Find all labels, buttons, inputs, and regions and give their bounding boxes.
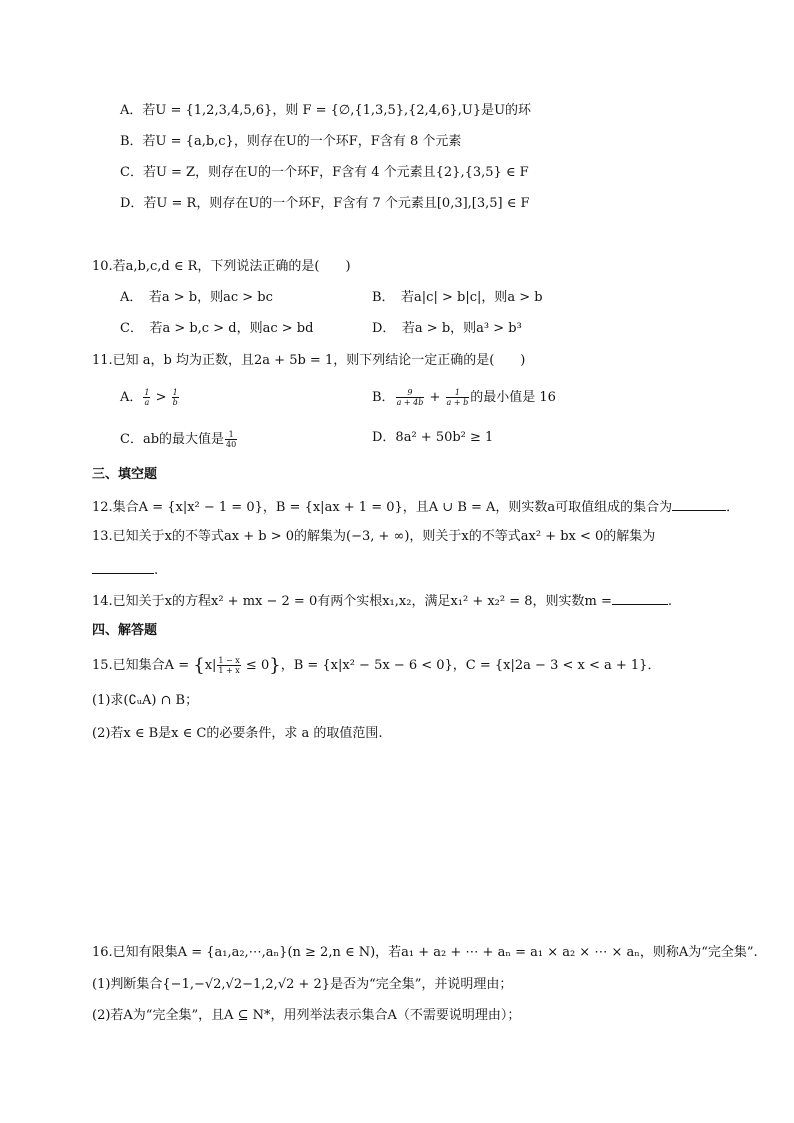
q11-option-c: C．ab的最大值是 $\frac{1}{40}$ [120, 430, 237, 449]
q9-option-b: B．若U = {a,b,c}，则存在U的一个环F，F含有 8 个元素 [120, 134, 462, 149]
q15-part1: (1)求(∁ᵤA) ∩ B； [92, 693, 199, 708]
q10-stem: 10.若a,b,c,d ∈ R，下列说法正确的是( ) [92, 259, 351, 274]
q16-part2: (2)若A为“完全集”，且A ⊆ N*，用列举法表示集合A（不需要说明理由）； [92, 1008, 521, 1023]
fraction: $\frac{1 - x}{1 + x}$ [218, 656, 240, 675]
answer-blank [612, 592, 668, 605]
section-heading-solutions: 四、解答题 [92, 623, 158, 638]
answer-blank [672, 498, 726, 511]
q9-option-a: A．若U = {1,2,3,4,5,6}，则 F = {∅,{1,3,5},{2,4,6},U}是U的环 [120, 103, 532, 118]
q11-option-b: B． $\frac{9}{a + 4b}$ + $\frac{1}{a + b}$ 的最小值是 16 [372, 388, 556, 407]
q10-option-b: B． 若a|c| > b|c|，则a > b [372, 290, 543, 305]
fraction: $\frac{1}{a}$ [144, 388, 150, 407]
q11-stem: 11.已知 a，b 均为正数，且2a + 5b = 1，则下列结论一定正确的是( ) [92, 353, 526, 368]
q16-part1: (1)判断集合{−1,−√2,√2−1,2,√2 + 2}是否为“完全集”，并说明理由； [92, 977, 513, 992]
q16-stem: 16.已知有限集A = {a₁,a₂,⋯,aₙ}(n ≥ 2,n ∈ N)，若a₁ + a₂ + ⋯ + aₙ = a₁ × a₂ × ⋯ × aₙ，则称A为“完全集”. [92, 945, 758, 960]
q13-blank-line: . [92, 561, 158, 579]
q13-text: 13.已知关于x的不等式ax + b > 0的解集为(−3, + ∞)，则关于x的不等式ax² + bx < 0的解集为 [92, 529, 656, 544]
q15-part2: (2)若x ∈ B是x ∈ C的必要条件，求 a 的取值范围. [92, 726, 383, 741]
q9-option-c: C．若U = Z，则存在U的一个环F，F含有 4 个元素且{2},{3,5} ∈ F [120, 165, 529, 180]
q15-stem: 15.已知集合A = {x| $\frac{1 - x}{1 + x}$ ≤ 0}，B = {x|x² − 5x − 6 < 0}，C = {x|2a − 3 < x < a + 1}． [92, 655, 661, 676]
q10-option-a: A． 若a > b，则ac > bc [120, 290, 273, 305]
q11-option-d: D．8a² + 50b² ≥ 1 [372, 430, 494, 445]
answer-blank [92, 561, 154, 574]
fraction: $\frac{1}{40}$ [226, 430, 237, 449]
q14-text: 14.已知关于x的方程x² + mx − 2 = 0有两个实根x₁,x₂，满足x₁² + x₂² = 8，则实数m = . [92, 594, 673, 609]
section-heading-fill-in: 三、填空题 [92, 467, 158, 482]
q11-option-a: A． $\frac{1}{a}$ > $\frac{1}{b}$ [120, 388, 178, 407]
q10-option-c: C． 若a > b,c > d，则ac > bd [120, 321, 314, 336]
fraction: $\frac{1}{b}$ [172, 388, 178, 407]
q12-text: 12.集合A = {x|x² − 1 = 0}，B = {x|ax + 1 = 0}，且A ∪ B = A，则实数a可取值组成的集合为 ． [92, 500, 740, 515]
fraction: $\frac{1}{a + b}$ [446, 388, 469, 407]
fraction: $\frac{9}{a + 4b}$ [396, 388, 424, 407]
q10-option-d: D． 若a > b，则a³ > b³ [372, 321, 522, 336]
q9-option-d: D．若U = R，则存在U的一个环F，F含有 7 个元素且[0,3],[3,5] ∈ F [120, 196, 530, 211]
